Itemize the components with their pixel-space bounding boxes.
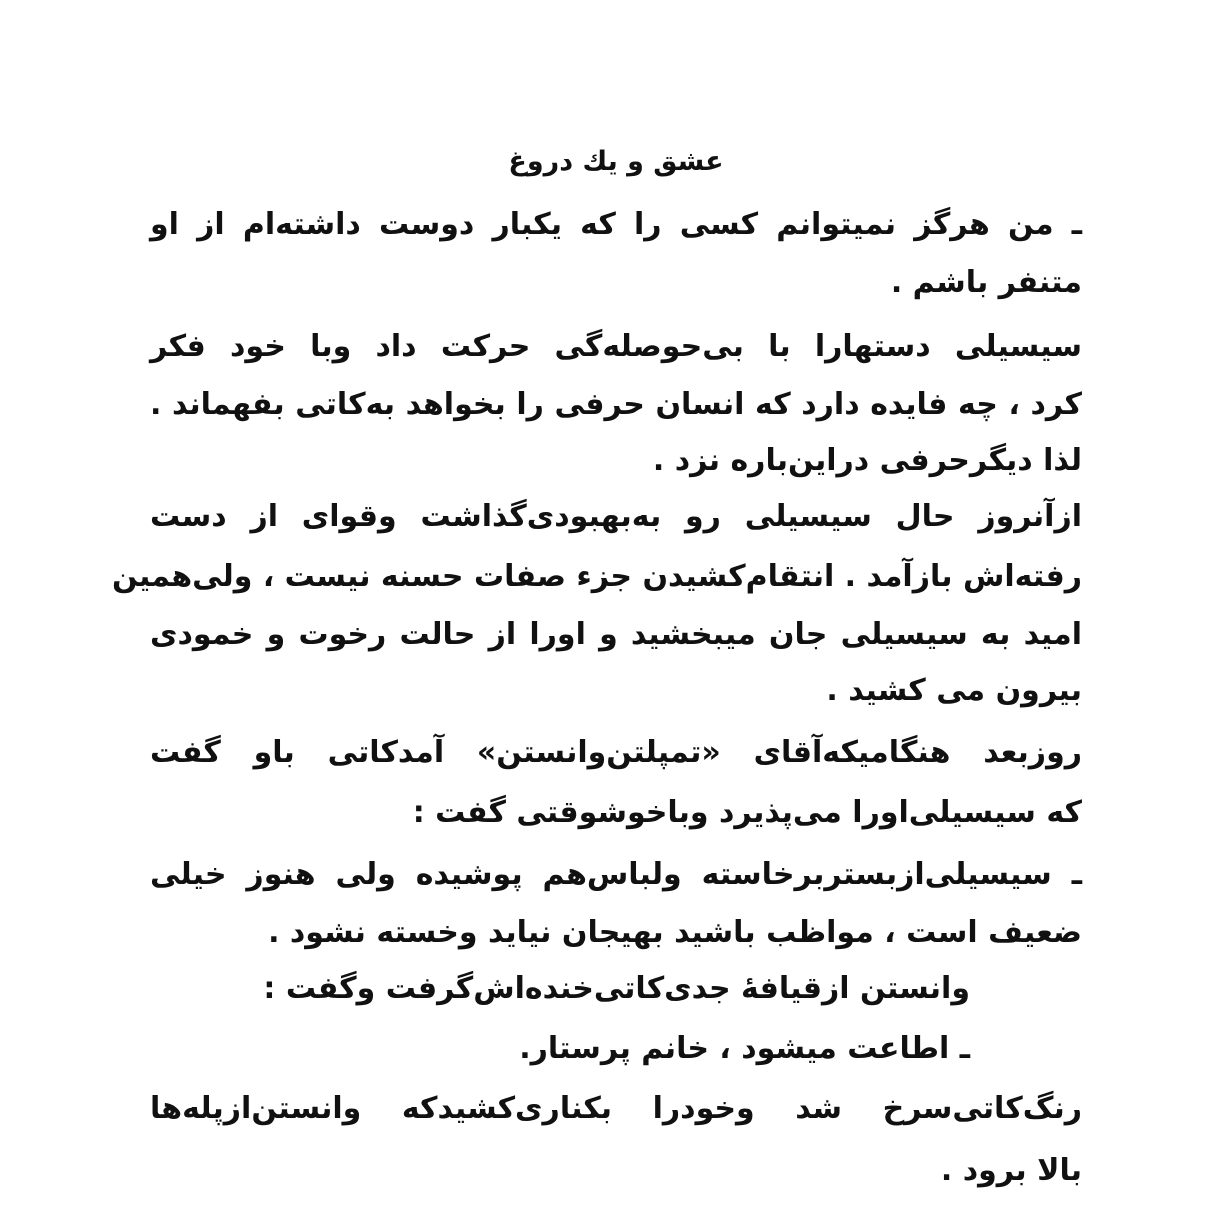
text-line: رنگ‌کاتی‌سرخ شد وخودرا بکناری‌کشیدکه وانستن‌ازپله‌ها	[150, 1091, 1082, 1126]
text-line: ضعیف است ، مواظب باشید بهیجان نیاید وخسته نشود .	[268, 915, 1082, 950]
text-line: وانستن ازقیافهٔ جدی‌کاتی‌خنده‌اش‌گرفت وگفت :	[263, 971, 970, 1006]
text-line: بالا برود .	[940, 1153, 1082, 1188]
text-line: رفته‌اش بازآمد . انتقام‌کشیدن جزء صفات حسنه نیست ، ولی‌همین	[111, 559, 1082, 594]
text-line: امید به سیسیلی جان میبخشید و اورا از حالت رخوت و خمودی	[150, 617, 1082, 652]
text-line: ازآنروز حال سیسیلی رو به‌بهبودی‌گذاشت وقوای از دست	[150, 499, 1082, 534]
text-line: روزبعد هنگامیکه‌آقای «تمپلتن‌وانستن» آمدکاتی باو گفت	[150, 735, 1082, 770]
text-line: لذا دیگرحرفی دراین‌باره نزد .	[652, 443, 1082, 478]
text-line: که سیسیلی‌اورا می‌پذیرد وباخوشوقتی گفت :	[412, 795, 1082, 830]
text-line: ـ سیسیلی‌ازبستربرخاسته ولباس‌هم پوشیده ولی هنوز خیلی	[150, 857, 1082, 892]
text-line: ـ من هرگز نمیتوانم کسی را که یکبار دوست داشته‌ام از او	[150, 207, 1082, 242]
chapter-title: عشق و یك دروغ	[508, 146, 724, 177]
text-line: ـ اطاعت میشود ، خانم پرستار.	[519, 1031, 970, 1066]
text-line: بیرون می کشید .	[826, 673, 1082, 708]
text-line: کرد ، چه فایده دارد که انسان حرفی را بخواهد به‌کاتی بفهماند .	[150, 387, 1082, 422]
text-line: متنفر باشم .	[890, 265, 1082, 300]
text-line: سیسیلی دستهارا با بی‌حوصله‌گی حرکت داد وبا خود فکر	[150, 329, 1082, 364]
